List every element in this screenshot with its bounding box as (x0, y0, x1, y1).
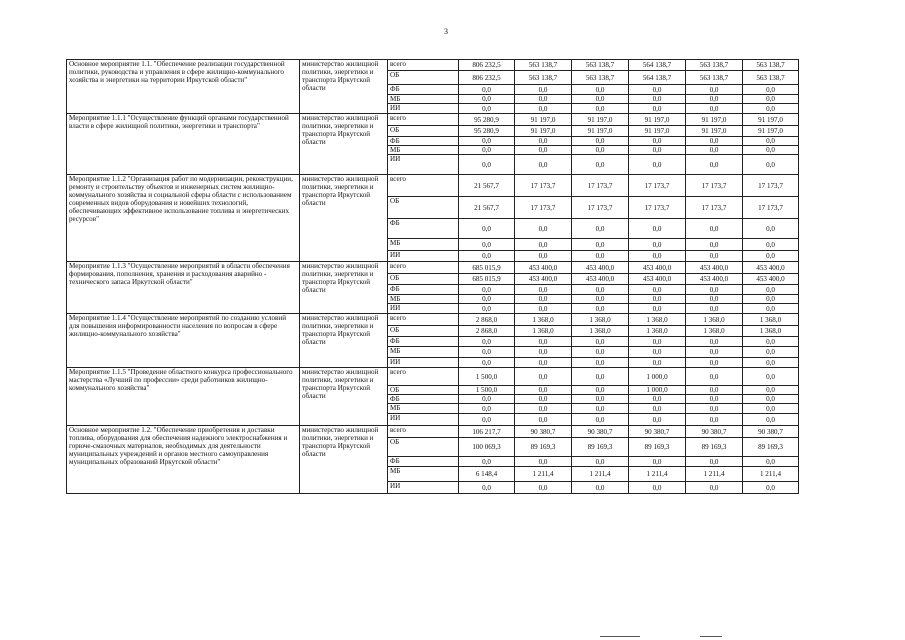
amount-cell: 0,0 (743, 482, 799, 494)
amount-cell: 0,0 (686, 239, 743, 251)
amount-cell: 0,0 (572, 386, 629, 395)
amount-cell: 0,0 (686, 304, 743, 314)
amount-cell: 0,0 (459, 337, 515, 347)
amount-cell: 0,0 (572, 285, 629, 295)
amount-cell: 2 868,0 (459, 326, 515, 337)
amount-cell: 1 368,0 (515, 326, 572, 337)
amount-cell: 453 400,0 (572, 262, 629, 274)
amount-cell: 0,0 (515, 239, 572, 251)
amount-cell: 0,0 (743, 347, 799, 358)
amount-cell: 1 500,0 (459, 386, 515, 395)
amount-cell: 1 368,0 (629, 326, 686, 337)
amount-cell: 91 197,0 (572, 126, 629, 137)
funding-source: МБ (388, 295, 459, 304)
table-row (67, 314, 799, 326)
amount-cell: 17 173,7 (743, 197, 799, 219)
amount-cell: 1 000,0 (629, 368, 686, 386)
amount-cell: 0,0 (515, 347, 572, 358)
funding-source: ОБ (388, 326, 459, 337)
amount-cell: 0,0 (515, 219, 572, 239)
amount-cell: 1 211,4 (743, 467, 799, 482)
amount-cell: 685 015,9 (459, 262, 515, 274)
amount-cell: 0,0 (572, 146, 629, 155)
amount-cell: 0,0 (515, 155, 572, 175)
funding-source: всего (388, 426, 459, 438)
amount-cell: 0,0 (515, 146, 572, 155)
amount-cell: 0,0 (629, 104, 686, 114)
amount-cell: 0,0 (515, 95, 572, 104)
amount-cell: 0,0 (515, 482, 572, 494)
amount-cell: 0,0 (572, 104, 629, 114)
amount-cell: 0,0 (629, 337, 686, 347)
amount-cell: 0,0 (743, 337, 799, 347)
amount-cell: 0,0 (629, 395, 686, 404)
amount-cell: 806 232,5 (459, 71, 515, 85)
amount-cell: 100 069,3 (459, 438, 515, 457)
responsible-executor: министерство жилищной политики, энергетики и транспорта Иркутской области (300, 262, 388, 314)
amount-cell: 0,0 (515, 358, 572, 368)
table-row (67, 368, 799, 386)
amount-cell: 0,0 (572, 137, 629, 146)
amount-cell: 453 400,0 (572, 274, 629, 285)
amount-cell: 0,0 (459, 358, 515, 368)
amount-cell: 563 138,7 (743, 60, 799, 71)
amount-cell: 0,0 (515, 368, 572, 386)
amount-cell: 564 138,7 (629, 71, 686, 85)
activity-name: Мероприятие 1.1.4 "Осуществление мероприятий по созданию условий для повышения информированности населения по вопросам в сфере жилищно-коммунального хозяйства" (67, 314, 300, 368)
funding-source: ИИ (388, 358, 459, 368)
amount-cell: 17 173,7 (743, 175, 799, 197)
amount-cell: 0,0 (515, 457, 572, 467)
amount-cell: 0,0 (459, 251, 515, 262)
amount-cell: 1 211,4 (686, 467, 743, 482)
amount-cell: 453 400,0 (743, 274, 799, 285)
amount-cell: 0,0 (459, 104, 515, 114)
amount-cell: 21 567,7 (459, 175, 515, 197)
amount-cell: 0,0 (686, 358, 743, 368)
funding-source: ФБ (388, 337, 459, 347)
activity-name: Основное мероприятие 1.1. "Обеспечение реализации государственной политики, руководства и управления в сфере жилищно-коммунального хозяйства и энергетики на территории Иркутской области" (67, 60, 300, 114)
amount-cell: 0,0 (686, 414, 743, 426)
responsible-executor: министерство жилищной политики, энергетики и транспорта Иркутской области (300, 368, 388, 426)
amount-cell: 0,0 (459, 395, 515, 404)
amount-cell: 17 173,7 (572, 175, 629, 197)
funding-source: ИИ (388, 304, 459, 314)
funding-source: ОБ (388, 197, 459, 219)
amount-cell: 17 173,7 (686, 197, 743, 219)
funding-source: ОБ (388, 438, 459, 457)
amount-cell: 0,0 (743, 146, 799, 155)
amount-cell: 453 400,0 (629, 274, 686, 285)
amount-cell: 0,0 (686, 337, 743, 347)
amount-cell: 1 368,0 (686, 326, 743, 337)
amount-cell: 0,0 (629, 251, 686, 262)
activity-name: Мероприятие 1.1.1 "Осуществление функций органами государственной власти в сфере жилищной политики, энергетики и транспорта" (67, 114, 300, 175)
table-row (67, 60, 799, 71)
amount-cell: 0,0 (743, 386, 799, 395)
funding-source: всего (388, 114, 459, 126)
amount-cell: 453 400,0 (515, 274, 572, 285)
amount-cell: 0,0 (572, 482, 629, 494)
amount-cell: 1 368,0 (572, 314, 629, 326)
amount-cell: 0,0 (629, 285, 686, 295)
amount-cell: 0,0 (515, 85, 572, 95)
amount-cell: 0,0 (515, 137, 572, 146)
amount-cell: 0,0 (743, 104, 799, 114)
responsible-executor: министерство жилищной политики, энергетики и транспорта Иркутской области (300, 175, 388, 262)
funding-source: ФБ (388, 395, 459, 404)
amount-cell: 0,0 (459, 85, 515, 95)
funding-source: ОБ (388, 386, 459, 395)
amount-cell: 0,0 (686, 95, 743, 104)
responsible-executor: министерство жилищной политики, энергетики и транспорта Иркутской области (300, 314, 388, 368)
amount-cell: 0,0 (572, 251, 629, 262)
amount-cell: 0,0 (572, 368, 629, 386)
amount-cell: 563 138,7 (515, 60, 572, 71)
amount-cell: 0,0 (743, 95, 799, 104)
amount-cell: 21 567,7 (459, 197, 515, 219)
amount-cell: 0,0 (743, 155, 799, 175)
amount-cell: 0,0 (686, 104, 743, 114)
amount-cell: 0,0 (686, 251, 743, 262)
funding-source: всего (388, 262, 459, 274)
amount-cell: 0,0 (629, 146, 686, 155)
amount-cell: 0,0 (459, 404, 515, 414)
amount-cell: 0,0 (629, 414, 686, 426)
funding-source: всего (388, 175, 459, 197)
amount-cell: 0,0 (743, 137, 799, 146)
funding-source: ОБ (388, 274, 459, 285)
amount-cell: 0,0 (572, 414, 629, 426)
amount-cell: 0,0 (629, 85, 686, 95)
amount-cell: 563 138,7 (572, 71, 629, 85)
amount-cell: 0,0 (629, 95, 686, 104)
amount-cell: 0,0 (686, 395, 743, 404)
amount-cell: 563 138,7 (572, 60, 629, 71)
amount-cell: 0,0 (515, 251, 572, 262)
funding-source: ИИ (388, 251, 459, 262)
amount-cell: 0,0 (686, 386, 743, 395)
amount-cell: 91 197,0 (572, 114, 629, 126)
amount-cell: 91 197,0 (629, 114, 686, 126)
amount-cell: 0,0 (629, 347, 686, 358)
amount-cell: 1 368,0 (686, 314, 743, 326)
amount-cell: 0,0 (743, 304, 799, 314)
amount-cell: 0,0 (629, 155, 686, 175)
amount-cell: 1 368,0 (743, 314, 799, 326)
amount-cell: 1 000,0 (629, 386, 686, 395)
amount-cell: 89 169,3 (686, 438, 743, 457)
amount-cell: 0,0 (515, 104, 572, 114)
amount-cell: 6 148,4 (459, 467, 515, 482)
amount-cell: 0,0 (459, 295, 515, 304)
funding-source: МБ (388, 347, 459, 358)
amount-cell: 90 380,7 (686, 426, 743, 438)
funding-source: всего (388, 368, 459, 386)
amount-cell: 0,0 (459, 155, 515, 175)
table-row (67, 426, 799, 438)
amount-cell: 17 173,7 (629, 197, 686, 219)
amount-cell: 0,0 (459, 304, 515, 314)
table-row (67, 262, 799, 274)
amount-cell: 0,0 (515, 304, 572, 314)
funding-source: ИИ (388, 155, 459, 175)
amount-cell: 563 138,7 (686, 71, 743, 85)
scan-artifact (600, 636, 640, 637)
amount-cell: 0,0 (686, 155, 743, 175)
amount-cell: 0,0 (459, 285, 515, 295)
amount-cell: 91 197,0 (515, 114, 572, 126)
amount-cell: 0,0 (686, 285, 743, 295)
responsible-executor: министерство жилищной политики, энергетики и транспорта Иркутской области (300, 60, 388, 114)
funding-source: ИИ (388, 104, 459, 114)
amount-cell: 0,0 (743, 219, 799, 239)
amount-cell: 1 211,4 (515, 467, 572, 482)
amount-cell: 17 173,7 (629, 175, 686, 197)
amount-cell: 0,0 (629, 482, 686, 494)
amount-cell: 17 173,7 (686, 175, 743, 197)
amount-cell: 1 368,0 (743, 326, 799, 337)
amount-cell: 0,0 (686, 368, 743, 386)
amount-cell: 453 400,0 (515, 262, 572, 274)
amount-cell: 0,0 (572, 239, 629, 251)
amount-cell: 563 138,7 (686, 60, 743, 71)
table-row (67, 175, 799, 197)
amount-cell: 0,0 (629, 295, 686, 304)
funding-source: ОБ (388, 71, 459, 85)
amount-cell: 0,0 (459, 219, 515, 239)
amount-cell: 89 169,3 (629, 438, 686, 457)
amount-cell: 0,0 (572, 304, 629, 314)
amount-cell: 453 400,0 (686, 274, 743, 285)
amount-cell: 89 169,3 (572, 438, 629, 457)
amount-cell: 0,0 (743, 414, 799, 426)
amount-cell: 0,0 (572, 155, 629, 175)
amount-cell: 564 138,7 (629, 60, 686, 71)
amount-cell: 563 138,7 (743, 71, 799, 85)
funding-source: МБ (388, 467, 459, 482)
amount-cell: 0,0 (515, 386, 572, 395)
amount-cell: 0,0 (686, 482, 743, 494)
funding-source: всего (388, 314, 459, 326)
amount-cell: 1 500,0 (459, 368, 515, 386)
amount-cell: 91 197,0 (515, 126, 572, 137)
amount-cell: 90 380,7 (743, 426, 799, 438)
funding-source: ФБ (388, 285, 459, 295)
amount-cell: 0,0 (459, 457, 515, 467)
amount-cell: 0,0 (572, 337, 629, 347)
amount-cell: 0,0 (572, 395, 629, 404)
amount-cell: 0,0 (743, 295, 799, 304)
amount-cell: 0,0 (743, 239, 799, 251)
amount-cell: 0,0 (629, 137, 686, 146)
amount-cell: 0,0 (686, 295, 743, 304)
activity-name: Мероприятие 1.1.2 "Организация работ по модернизации, реконструкции, ремонту и строительству объектов и инженерных систем жилищно-коммунального хозяйства и социальной сферы области с использованием современных видов оборудования и новейших технологий, обеспечивающих эффективное использование топлива и энергетических ресурсов" (67, 175, 300, 262)
amount-cell: 0,0 (743, 358, 799, 368)
amount-cell: 1 211,4 (629, 467, 686, 482)
amount-cell: 17 173,7 (515, 197, 572, 219)
amount-cell: 0,0 (459, 347, 515, 358)
amount-cell: 0,0 (572, 295, 629, 304)
amount-cell: 0,0 (743, 251, 799, 262)
amount-cell: 91 197,0 (686, 114, 743, 126)
funding-source: ФБ (388, 137, 459, 146)
amount-cell: 563 138,7 (515, 71, 572, 85)
amount-cell: 0,0 (629, 219, 686, 239)
amount-cell: 0,0 (572, 347, 629, 358)
amount-cell: 0,0 (515, 404, 572, 414)
amount-cell: 0,0 (743, 368, 799, 386)
amount-cell: 0,0 (743, 395, 799, 404)
amount-cell: 0,0 (572, 219, 629, 239)
amount-cell: 0,0 (743, 85, 799, 95)
amount-cell: 91 197,0 (743, 114, 799, 126)
amount-cell: 0,0 (686, 347, 743, 358)
amount-cell: 0,0 (515, 414, 572, 426)
budget-table-body (67, 60, 799, 494)
amount-cell: 0,0 (743, 285, 799, 295)
amount-cell: 106 217,7 (459, 426, 515, 438)
amount-cell: 17 173,7 (572, 197, 629, 219)
funding-source: ИИ (388, 414, 459, 426)
amount-cell: 0,0 (515, 285, 572, 295)
amount-cell: 0,0 (686, 85, 743, 95)
funding-source: ОБ (388, 126, 459, 137)
funding-source: ФБ (388, 85, 459, 95)
amount-cell: 1 368,0 (629, 314, 686, 326)
funding-source: МБ (388, 239, 459, 251)
responsible-executor: министерство жилищной политики, энергетики и транспорта Иркутской области (300, 426, 388, 494)
amount-cell: 0,0 (629, 404, 686, 414)
amount-cell: 0,0 (515, 395, 572, 404)
amount-cell: 0,0 (459, 95, 515, 104)
amount-cell: 0,0 (686, 146, 743, 155)
amount-cell: 91 197,0 (743, 126, 799, 137)
funding-source: МБ (388, 95, 459, 104)
amount-cell: 2 868,0 (459, 314, 515, 326)
amount-cell: 0,0 (686, 219, 743, 239)
amount-cell: 0,0 (686, 137, 743, 146)
activity-name: Мероприятие 1.1.5 "Проведение областного конкурса профессионального мастерства «Лучший по профессии» среди работников жилищно-коммунального хозяйства" (67, 368, 300, 426)
budget-table (66, 59, 799, 494)
amount-cell: 0,0 (572, 358, 629, 368)
amount-cell: 0,0 (459, 482, 515, 494)
amount-cell: 0,0 (629, 358, 686, 368)
amount-cell: 0,0 (743, 404, 799, 414)
scan-artifact (700, 636, 722, 637)
funding-source: ИИ (388, 482, 459, 494)
amount-cell: 1 211,4 (572, 467, 629, 482)
amount-cell: 0,0 (743, 457, 799, 467)
responsible-executor: министерство жилищной политики, энергетики и транспорта Иркутской области (300, 114, 388, 175)
amount-cell: 1 368,0 (572, 326, 629, 337)
amount-cell: 0,0 (459, 146, 515, 155)
activity-name: Мероприятие 1.1.3 "Осуществление мероприятий в области обеспечения формирования, пополнения, хранения и расходования аварийно - технического запаса Иркутской области" (67, 262, 300, 314)
amount-cell: 0,0 (572, 95, 629, 104)
page-number: 3 (444, 27, 448, 36)
amount-cell: 90 380,7 (629, 426, 686, 438)
activity-name: Основное мероприятие 1.2. "Обеспечение приобретения и доставки топлива, оборудования для обеспечения надежного электроснабжения и горюче-смазочных материалов, необходимых для деятельности муниципальных учреждений и органов местного самоуправления муниципальных образований Иркутской области" (67, 426, 300, 494)
amount-cell: 0,0 (572, 404, 629, 414)
funding-source: МБ (388, 146, 459, 155)
amount-cell: 0,0 (515, 337, 572, 347)
funding-source: ФБ (388, 457, 459, 467)
amount-cell: 90 380,7 (515, 426, 572, 438)
funding-source: ФБ (388, 219, 459, 239)
amount-cell: 0,0 (515, 295, 572, 304)
amount-cell: 0,0 (629, 304, 686, 314)
amount-cell: 90 380,7 (572, 426, 629, 438)
amount-cell: 89 169,3 (743, 438, 799, 457)
amount-cell: 453 400,0 (629, 262, 686, 274)
amount-cell: 453 400,0 (686, 262, 743, 274)
amount-cell: 0,0 (629, 457, 686, 467)
amount-cell: 0,0 (459, 137, 515, 146)
amount-cell: 806 232,5 (459, 60, 515, 71)
amount-cell: 95 280,9 (459, 126, 515, 137)
amount-cell: 685 015,9 (459, 274, 515, 285)
amount-cell: 0,0 (686, 457, 743, 467)
amount-cell: 89 169,3 (515, 438, 572, 457)
amount-cell: 91 197,0 (629, 126, 686, 137)
amount-cell: 17 173,7 (515, 175, 572, 197)
amount-cell: 0,0 (572, 457, 629, 467)
amount-cell: 0,0 (459, 414, 515, 426)
amount-cell: 0,0 (629, 239, 686, 251)
amount-cell: 453 400,0 (743, 262, 799, 274)
funding-source: МБ (388, 404, 459, 414)
amount-cell: 95 280,9 (459, 114, 515, 126)
table-row (67, 114, 799, 126)
amount-cell: 91 197,0 (686, 126, 743, 137)
amount-cell: 0,0 (459, 239, 515, 251)
funding-source: всего (388, 60, 459, 71)
amount-cell: 0,0 (686, 404, 743, 414)
amount-cell: 0,0 (572, 85, 629, 95)
amount-cell: 1 368,0 (515, 314, 572, 326)
